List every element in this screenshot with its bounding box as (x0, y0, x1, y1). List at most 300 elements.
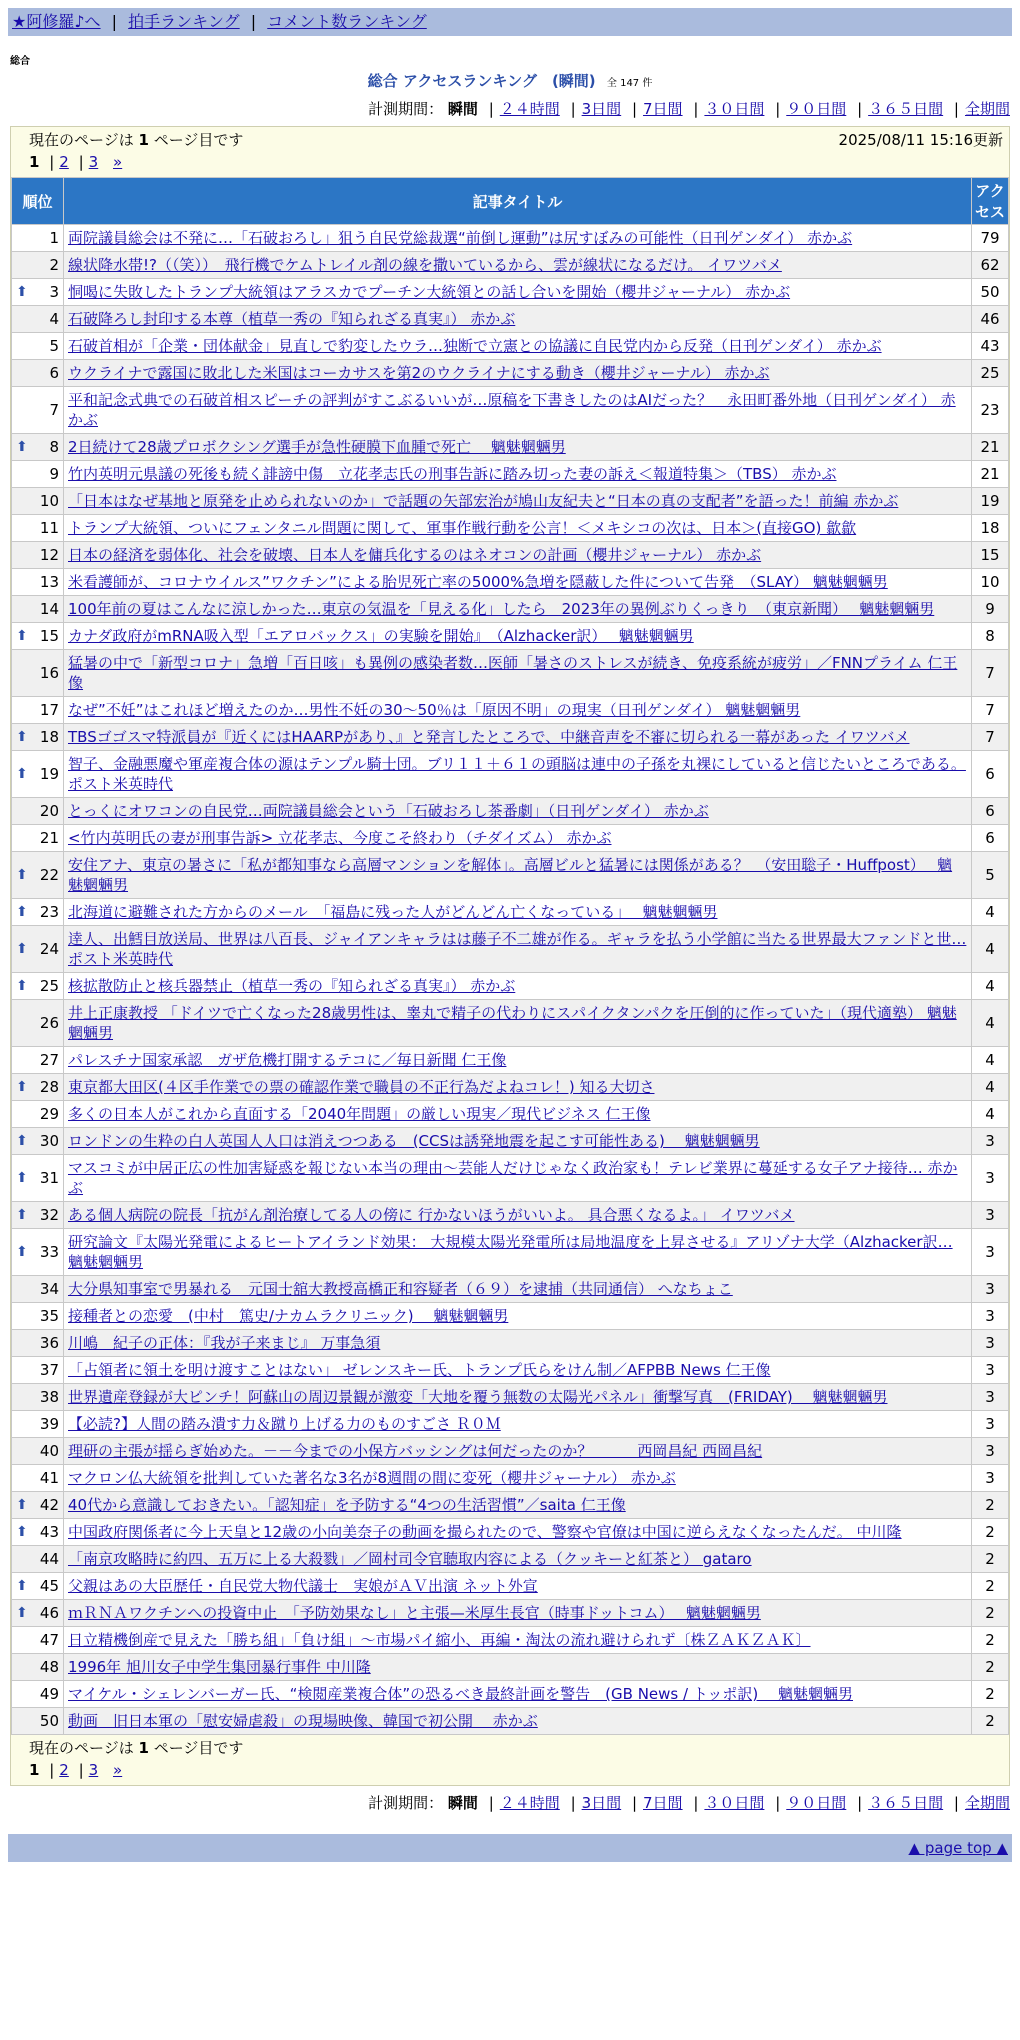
article-link[interactable]: なぜ”不妊”はこれほど増えたのか…男性不妊の30～50％は「原因不明」の現実（日刊ゲンダイ） 魑魅魍魎男 (68, 701, 801, 719)
up-arrow-icon: ⬆ (16, 867, 28, 883)
up-arrow-icon: ⬆ (16, 941, 28, 957)
article-link[interactable]: 日本の経済を弱体化、社会を破壊、日本人を傭兵化するのはネオコンの計画（櫻井ジャーナル） 赤かぶ (68, 546, 762, 564)
period-30d[interactable]: ３０日間 (704, 100, 765, 118)
rank-number: 8 (49, 438, 59, 456)
article-link[interactable]: 米看護師が、コロナウイルス”ワクチン”による胎児死亡率の5000%急増を隠蔽した件について告発 （SLAY） 魑魅魍魎男 (68, 573, 888, 591)
rank-cell (12, 1229, 64, 1276)
rank-number: 12 (39, 546, 59, 564)
article-link[interactable]: 世界遺産登録が大ピンチ！阿蘇山の周辺景観が激変「大地を覆う無数の太陽光パネル」衝撃写真 (FRIDAY) 魑魅魍魎男 (68, 1388, 888, 1406)
article-link[interactable]: 研究論文『太陽光発電によるヒートアイランド効果： 大規模太陽光発電所は局地温度を上昇させる』アリゾナ大学（Alzhacker訳… 魑魅魍魎男 (68, 1233, 953, 1271)
title-cell (64, 1708, 972, 1735)
title-cell (64, 333, 972, 360)
title-cell (64, 899, 972, 926)
period-label: 計測期間： (368, 100, 444, 118)
title-cell (64, 1047, 972, 1074)
article-link[interactable]: 100年前の夏はこんなに涼しかった…東京の気温を「見える化」したら 2023年の異例ぶりくっきり （東京新聞） 魑魅魍魎男 (68, 600, 935, 618)
article-link[interactable]: ウクライナで露国に敗北した米国はコーカサスを第2のウクライナにする動き（櫻井ジャーナル） 赤かぶ (68, 364, 770, 382)
page-link-2[interactable]: 2 (59, 153, 69, 171)
table-row (12, 1128, 1009, 1155)
period-30d[interactable]: ３０日間 (704, 1794, 765, 1812)
article-link[interactable]: マイケル・シェレンバーガー氏、“検閲産業複合体”の恐るべき最終計画を警告 (GB News / トッポ訳) 魑魅魍魎男 (68, 1685, 853, 1703)
article-link[interactable]: 多くの日本人がこれから直面する「2040年問題」の厳しい現実／現代ビジネス 仁王像 (68, 1105, 651, 1123)
access-count: 3 (972, 1384, 1009, 1411)
access-count: 15 (972, 542, 1009, 569)
article-link[interactable]: 理研の主張が揺らぎ始めた。－－今までの小保方バッシングは何だったのか？ 西岡昌紀 西岡昌紀 (68, 1442, 763, 1460)
table-row (12, 650, 1009, 697)
title-cell (64, 751, 972, 798)
rank-number: 19 (39, 765, 59, 783)
rank-number: 44 (39, 1550, 59, 1568)
page-title (0, 70, 1020, 92)
ranking-table (11, 177, 1009, 1735)
table-row (12, 1600, 1009, 1627)
access-count: 23 (972, 387, 1009, 434)
table-row (12, 1276, 1009, 1303)
rank-cell (12, 279, 64, 306)
article-link[interactable]: 猛暑の中で「新型コロナ」急増「百日咳」も異例の感染者数…医師「暑さのストレスが続き、免疫系統が疲労」／FNNプライム 仁王像 (68, 654, 958, 692)
title-cell (64, 252, 972, 279)
rank-cell (12, 596, 64, 623)
article-link[interactable]: 「南京攻略時に約四、五万に上る大殺戮」／岡村司令官聴取内容による（クッキーと紅茶と） gataro (68, 1550, 752, 1568)
access-count: 4 (972, 1047, 1009, 1074)
title-cell (64, 488, 972, 515)
title-cell (64, 387, 972, 434)
rank-cell (12, 724, 64, 751)
access-count: 25 (972, 360, 1009, 387)
up-arrow-icon: ⬆ (16, 1578, 28, 1594)
table-row (12, 724, 1009, 751)
article-link[interactable]: ロンドンの生粋の白人英国人人口は消えつつある (CCSは誘発地震を起こす可能性ある) 魑魅魍魎男 (68, 1132, 760, 1150)
access-count: 19 (972, 488, 1009, 515)
rank-number: 17 (39, 701, 59, 719)
title-cell (64, 697, 972, 724)
rank-cell (12, 1519, 64, 1546)
up-arrow-icon: ⬆ (16, 729, 28, 745)
footer-bar (8, 1834, 1012, 1862)
article-link[interactable]: パレスチナ国家承認 ガザ危機打開するテコに／毎日新聞 仁王像 (68, 1051, 507, 1069)
access-count: 3 (972, 1276, 1009, 1303)
title-cell (64, 515, 972, 542)
pagination-top: 1 | 2 | 3 » (29, 153, 123, 171)
access-count: 79 (972, 225, 1009, 252)
title-cell (64, 569, 972, 596)
table-row (12, 542, 1009, 569)
article-link[interactable]: 「占領者に領土を明け渡すことはない」 ゼレンスキー氏、トランプ氏らをけん制／AFPBB News 仁王像 (68, 1361, 771, 1379)
access-count: 2 (972, 1546, 1009, 1573)
article-link[interactable]: 動画 旧日本軍の「慰安婦虐殺」の現場映像、韓国で初公開 赤かぶ (68, 1712, 538, 1730)
article-link[interactable]: 1996年 旭川女子中学生集団暴行事件 中川隆 (68, 1658, 371, 1676)
table-row (12, 1573, 1009, 1600)
table-row (12, 798, 1009, 825)
title-cell (64, 1128, 972, 1155)
table-row (12, 333, 1009, 360)
rank-cell (12, 1681, 64, 1708)
article-link[interactable]: 核拡散防止と核兵器禁止（植草一秀の『知られざる真実』） 赤かぶ (68, 977, 516, 995)
rank-cell (12, 542, 64, 569)
table-row (12, 751, 1009, 798)
title-cell (64, 973, 972, 1000)
rank-number: 46 (39, 1604, 59, 1622)
title-cell (64, 1303, 972, 1330)
access-count: 6 (972, 825, 1009, 852)
article-link[interactable]: 接種者との恋愛 (中村 篤史/ナカムラクリニック) 魑魅魍魎男 (68, 1307, 509, 1325)
up-arrow-icon: ⬆ (16, 978, 28, 994)
period-7d[interactable]: 7日間 (643, 1794, 683, 1812)
article-link[interactable]: 石破降ろし封印する本尊（植草一秀の『知られざる真実』） 赤かぶ (68, 310, 516, 328)
table-row (12, 488, 1009, 515)
col-header-title: 記事タイトル (64, 178, 972, 225)
title-cell (64, 1000, 972, 1047)
up-arrow-icon: ⬆ (16, 1207, 28, 1223)
article-link[interactable]: 線状降水帯!?（（笑）） 飛行機でケムトレイル剤の線を撒いているから、雲が線状になるだけ。 イワツバメ (68, 256, 782, 274)
page-next-link[interactable]: » (113, 1761, 123, 1779)
table-row (12, 252, 1009, 279)
rank-number: 2 (49, 256, 59, 274)
title-cell (64, 623, 972, 650)
up-arrow-icon: ⬆ (16, 284, 28, 300)
table-row (12, 515, 1009, 542)
table-row (12, 434, 1009, 461)
table-row (12, 1101, 1009, 1128)
access-count: 4 (972, 973, 1009, 1000)
table-row (12, 387, 1009, 434)
access-count: 4 (972, 926, 1009, 973)
rank-number: 13 (39, 573, 59, 591)
access-count: 2 (972, 1654, 1009, 1681)
rank-number: 11 (39, 519, 59, 537)
rank-cell (12, 1101, 64, 1128)
table-row (12, 1681, 1009, 1708)
period-24h[interactable]: ２４時間 (499, 100, 560, 118)
article-link[interactable]: 平和記念式典での石破首相スピーチの評判がすこぶるいいが…原稿を下書きしたのはAIだった？ 永田町番外地（日刊ゲンダイ） 赤かぶ (68, 391, 956, 429)
rank-cell (12, 434, 64, 461)
table-row (12, 1303, 1009, 1330)
access-count: 7 (972, 697, 1009, 724)
rank-number: 40 (39, 1442, 59, 1460)
up-arrow-icon: ⬆ (16, 904, 28, 920)
ranking-panel (10, 126, 1010, 1786)
rank-cell (12, 1303, 64, 1330)
table-row (12, 1438, 1009, 1465)
rank-cell (12, 1357, 64, 1384)
rank-number: 18 (39, 728, 59, 746)
up-arrow-icon: ⬆ (16, 1497, 28, 1513)
article-link[interactable]: 2日続けて28歳プロボクシング選手が急性硬膜下血腫で死亡 魑魅魍魎男 (68, 438, 566, 456)
table-row (12, 279, 1009, 306)
rank-cell (12, 1492, 64, 1519)
table-row (12, 1492, 1009, 1519)
article-link[interactable]: ｍＲＮＡワクチンへの投資中止 「予防効果なし」と主張—米厚生長官（時事ドットコム） 魑魅魍魎男 (68, 1604, 761, 1622)
article-link[interactable]: 日立精機倒産で見えた「勝ち組」「負け組」～市場パイ縮小、再編・淘汰の流れ避けられず〔株ＺＡＫＺＡＫ〕 (68, 1631, 811, 1649)
access-count: 4 (972, 1101, 1009, 1128)
article-link[interactable]: 中国政府関係者に今上天皇と12歳の小向美奈子の動画を撮られたので、警察や官僚は中国に逆らえなくなったんだ。 中川隆 (68, 1523, 902, 1541)
period-all[interactable]: 全期間 (964, 1794, 1010, 1812)
title-cell (64, 306, 972, 333)
rank-number: 33 (39, 1243, 59, 1261)
table-header-row (12, 178, 1009, 225)
title-cell (64, 926, 972, 973)
access-count: 21 (972, 434, 1009, 461)
rank-cell (12, 697, 64, 724)
table-row (12, 1465, 1009, 1492)
article-link[interactable]: 東京都大田区(４区手作業での票の確認作業で職員の不正行為だよねコレ！) 知る大切さ (68, 1078, 655, 1096)
title-cell (64, 279, 972, 306)
rank-number: 15 (39, 627, 59, 645)
period-3d[interactable]: 3日間 (581, 100, 622, 118)
table-row (12, 461, 1009, 488)
page-next-link[interactable]: » (113, 153, 123, 171)
home-link[interactable]: ★阿修羅♪へ (12, 12, 101, 31)
comment-ranking-link[interactable]: コメント数ランキング (267, 12, 427, 31)
table-row (12, 225, 1009, 252)
table-row (12, 1202, 1009, 1229)
access-count: 3 (972, 1229, 1009, 1276)
rank-number: 29 (39, 1105, 59, 1123)
rank-number: 9 (49, 465, 59, 483)
up-arrow-icon: ⬆ (16, 1605, 28, 1621)
period-3d[interactable]: 3日間 (581, 1794, 622, 1812)
title-cell (64, 650, 972, 697)
access-count: 3 (972, 1465, 1009, 1492)
updated-timestamp: 2025/08/11 15:16更新 (838, 131, 1003, 149)
page-link-3[interactable]: 3 (88, 153, 99, 171)
article-link[interactable]: TBSゴゴスマ特派員が『近くにはHAARPがあり、』と発言したところで、中継音声を不審に切られる一幕があった イワツバメ (68, 728, 910, 746)
rank-cell (12, 1074, 64, 1101)
up-arrow-icon: ⬆ (16, 766, 28, 782)
title-cell (64, 1101, 972, 1128)
up-arrow-icon: ⬆ (16, 1170, 28, 1186)
rank-cell (12, 387, 64, 434)
rank-number: 7 (49, 401, 59, 419)
article-link[interactable]: 【必読?】人間の踏み潰す力＆蹴り上げる力のものすごさ Ｒ０Ｍ (68, 1415, 501, 1433)
access-count: 8 (972, 623, 1009, 650)
article-link[interactable]: 川嶋 紀子の正体：『我が子来まじ』 万事急須 (68, 1334, 381, 1352)
article-link[interactable]: 逹人、出鱈目放送局、世界は八百長、ジャイアンキャラはは藤子不二雄が作る。ギャラを払う小学館に当たる世界最大ファンドと世… ポスト米英時代 (68, 930, 967, 968)
rank-number: 49 (39, 1685, 59, 1703)
rank-cell (12, 1708, 64, 1735)
col-header-rank: 順位 (12, 178, 64, 225)
period-24h[interactable]: ２４時間 (499, 1794, 560, 1812)
rank-cell (12, 1000, 64, 1047)
rank-cell (12, 306, 64, 333)
access-count: 9 (972, 596, 1009, 623)
total-count: 全 147 件 (606, 78, 653, 89)
up-arrow-icon: ⬆ (16, 1133, 28, 1149)
rank-cell (12, 1654, 64, 1681)
rank-cell (12, 650, 64, 697)
rank-cell (12, 1384, 64, 1411)
rank-cell (12, 1276, 64, 1303)
rank-number: 39 (39, 1415, 59, 1433)
ranking-table-body (12, 225, 1009, 1735)
rank-cell (12, 225, 64, 252)
access-count: 18 (972, 515, 1009, 542)
rank-cell (12, 852, 64, 899)
rank-number: 36 (39, 1334, 59, 1352)
rank-cell (12, 751, 64, 798)
table-row (12, 973, 1009, 1000)
access-count: 2 (972, 1708, 1009, 1735)
rank-number: 5 (49, 337, 59, 355)
title-cell (64, 461, 972, 488)
title-cell (64, 1519, 972, 1546)
access-count: 2 (972, 1519, 1009, 1546)
article-link[interactable]: カナダ政府がmRNA吸入型「エアロバックス」の実験を開始』 （Alzhacker訳） 魑魅魍魎男 (68, 627, 694, 645)
period-365d[interactable]: ３６５日間 (868, 1794, 944, 1812)
rank-cell (12, 623, 64, 650)
period-365d[interactable]: ３６５日間 (868, 100, 944, 118)
access-count: 3 (972, 1357, 1009, 1384)
rank-number: 27 (39, 1051, 59, 1069)
period-current: 瞬間 (447, 100, 478, 118)
page-link-3[interactable]: 3 (88, 1761, 99, 1779)
title-cell (64, 1202, 972, 1229)
access-count: 6 (972, 751, 1009, 798)
rank-number: 25 (39, 977, 59, 995)
table-row (12, 1546, 1009, 1573)
rank-cell (12, 1202, 64, 1229)
access-count: 3 (972, 1330, 1009, 1357)
access-count: 4 (972, 1074, 1009, 1101)
article-link[interactable]: 安住アナ、東京の暑さに「私が都知事なら高層マンションを解体」。高層ビルと猛暑には関係がある？ （安田聡子・Huffpost） 魑魅魍魎男 (68, 856, 953, 894)
title-cell (64, 1492, 972, 1519)
title-cell (64, 1074, 972, 1101)
table-row (12, 1047, 1009, 1074)
access-count: 2 (972, 1627, 1009, 1654)
rank-number: 45 (39, 1577, 59, 1595)
article-link[interactable]: 父親はあの大臣歴任・自民党大物代議士 実娘がＡＶ出演 ネット外宣 (68, 1577, 538, 1595)
rank-number: 16 (39, 664, 59, 682)
access-count: 3 (972, 1411, 1009, 1438)
table-row (12, 899, 1009, 926)
article-link[interactable]: 井上正康教授 「ドイツで亡くなった28歳男性は、睾丸で精子の代わりにスパイクタンパクを圧倒的に作っていた」（現代適塾） 魑魅魍魎男 (68, 1004, 957, 1042)
access-count: 10 (972, 569, 1009, 596)
table-row (12, 697, 1009, 724)
rank-cell (12, 926, 64, 973)
rank-number: 26 (39, 1014, 59, 1032)
rank-number: 30 (39, 1132, 59, 1150)
article-link[interactable]: トランプ大統領、ついにフェンタニル問題に関して、軍事作戦行動を公言！＜メキシコの次は、日本＞(直接GO) 歙歙 (68, 519, 857, 537)
title-cell (64, 852, 972, 899)
article-link[interactable]: <竹内英明氏の妻が刑事告訴> 立花孝志、今度こそ終わり（チダイズム） 赤かぶ (68, 829, 612, 847)
title-cell (64, 724, 972, 751)
article-link[interactable]: ある個人病院の院長「抗がん剤治療してる人の傍に 行かないほうがいいよ。 具合悪くなるよ。」 イワツバメ (68, 1206, 795, 1224)
title-cell (64, 1229, 972, 1276)
section-label: 総合 (10, 56, 30, 67)
access-count: 4 (972, 1000, 1009, 1047)
rank-cell (12, 515, 64, 542)
rank-cell (12, 1155, 64, 1202)
title-cell (64, 542, 972, 569)
table-row (12, 926, 1009, 973)
access-count: 50 (972, 279, 1009, 306)
rank-number: 3 (49, 283, 59, 301)
access-count: 62 (972, 252, 1009, 279)
article-link[interactable]: とっくにオワコンの自民党…両院議員総会という「石破おろし茶番劇」（日刊ゲンダイ） 赤かぶ (68, 802, 709, 820)
article-link[interactable]: 恫喝に失敗したトランプ大統領はアラスカでプーチン大統領との話し合いを開始（櫻井ジャーナル） 赤かぶ (68, 283, 791, 301)
period-90d[interactable]: ９０日間 (786, 1794, 847, 1812)
access-count: 2 (972, 1573, 1009, 1600)
rank-number: 50 (39, 1712, 59, 1730)
page-top-link[interactable]: ▲ page top ▲ (908, 1839, 1008, 1857)
table-row (12, 306, 1009, 333)
access-count: 3 (972, 1155, 1009, 1202)
access-count: 3 (972, 1303, 1009, 1330)
article-link[interactable]: 竹内英明元県議の死後も続く誹謗中傷 立花孝志氏の刑事告訴に踏み切った妻の訴え＜報道特集＞（TBS） 赤かぶ (68, 465, 837, 483)
rank-cell (12, 569, 64, 596)
up-arrow-icon: ⬆ (16, 628, 28, 644)
title-cell (64, 1546, 972, 1573)
rank-number: 20 (39, 802, 59, 820)
rank-number: 31 (39, 1169, 59, 1187)
page-current: 1 (29, 153, 40, 171)
rank-cell (12, 1573, 64, 1600)
article-link[interactable]: 両院議員総会は不発に…「石破おろし」狙う自民党総裁選“前倒し運動”は尻すぼみの可能性（日刊ゲンダイ） 赤かぶ (68, 229, 853, 247)
clap-ranking-link[interactable]: 拍手ランキング (128, 12, 240, 31)
article-link[interactable]: マクロン仏大統領を批判していた著名な3名が8週間の間に変死（櫻井ジャーナル） 赤かぶ (68, 1469, 676, 1487)
title-cell (64, 1573, 972, 1600)
article-link[interactable]: 石破首相が「企業・団体献金」見直しで豹変したウラ…独断で立憲との協議に自民党内から反発（日刊ゲンダイ） 赤かぶ (68, 337, 882, 355)
table-row (12, 1074, 1009, 1101)
page-link-2[interactable]: 2 (59, 1761, 69, 1779)
article-link[interactable]: 「日本はなぜ基地と原発を止められないのか」で話題の矢部宏治が鳩山友紀夫と“日本の真の支配者”を語った！前編 赤かぶ (68, 492, 899, 510)
table-row (12, 1384, 1009, 1411)
rank-number: 38 (39, 1388, 59, 1406)
title-cell (64, 1600, 972, 1627)
title-cell (64, 225, 972, 252)
rank-cell (12, 1047, 64, 1074)
table-row (12, 852, 1009, 899)
pager-info-bottom: 現在のページは 1 ページ目です (29, 1739, 244, 1757)
rank-number: 43 (39, 1523, 59, 1541)
title-cell (64, 825, 972, 852)
access-count: 2 (972, 1492, 1009, 1519)
rank-cell (12, 1600, 64, 1627)
access-count: 46 (972, 306, 1009, 333)
article-link[interactable]: 40代から意識しておきたい。「認知症」を予防する“4つの生活習慣”／saita 仁王像 (68, 1496, 626, 1514)
period-90d[interactable]: ９０日間 (786, 100, 847, 118)
title-cell (64, 1627, 972, 1654)
title-cell (64, 1654, 972, 1681)
title-cell (64, 1384, 972, 1411)
table-row (12, 1519, 1009, 1546)
rank-number: 14 (39, 600, 59, 618)
rank-cell (12, 1128, 64, 1155)
table-row (12, 1357, 1009, 1384)
up-arrow-icon: ⬆ (16, 1244, 28, 1260)
table-row (12, 596, 1009, 623)
article-link[interactable]: 北海道に避難された方からのメール 「福島に残った人がどんどん亡くなっている」 魑魅魍魎男 (68, 903, 718, 921)
article-link[interactable]: 大分県知事室で男暴れる 元国士舘大教授高橋正和容疑者（６９）を逮捕（共同通信） へなちょこ (68, 1280, 733, 1298)
period-selector-top: 計測期間： 瞬間 | ２４時間 | 3日間 | 7日間 | ３０日間 | ９０日間 | ３６５日間 | 全期間 (368, 100, 1010, 118)
rank-cell (12, 825, 64, 852)
access-count: 2 (972, 1681, 1009, 1708)
period-all[interactable]: 全期間 (964, 100, 1010, 118)
article-link[interactable]: 智子、金融悪魔や軍産複合体の源はテンプル騎士団。ブリ１１＋６１の頭脳は連中の子孫を丸裸にしていると信じたいところである。 ポスト米英時代 (68, 755, 966, 793)
title-cell (64, 1330, 972, 1357)
article-link[interactable]: マスコミが中居正広の性加害疑惑を報じない本当の理由〜芸能人だけじゃなく政治家も！テレビ業界に蔓延する女子アナ接待… 赤かぶ (68, 1159, 958, 1197)
rank-cell (12, 1411, 64, 1438)
rank-cell (12, 973, 64, 1000)
table-row (12, 1229, 1009, 1276)
rank-number: 32 (39, 1206, 59, 1224)
period-7d[interactable]: 7日間 (643, 100, 683, 118)
title-cell (64, 798, 972, 825)
rank-number: 10 (39, 492, 59, 510)
access-count: 3 (972, 1438, 1009, 1465)
title-cell (64, 360, 972, 387)
access-count: 4 (972, 899, 1009, 926)
